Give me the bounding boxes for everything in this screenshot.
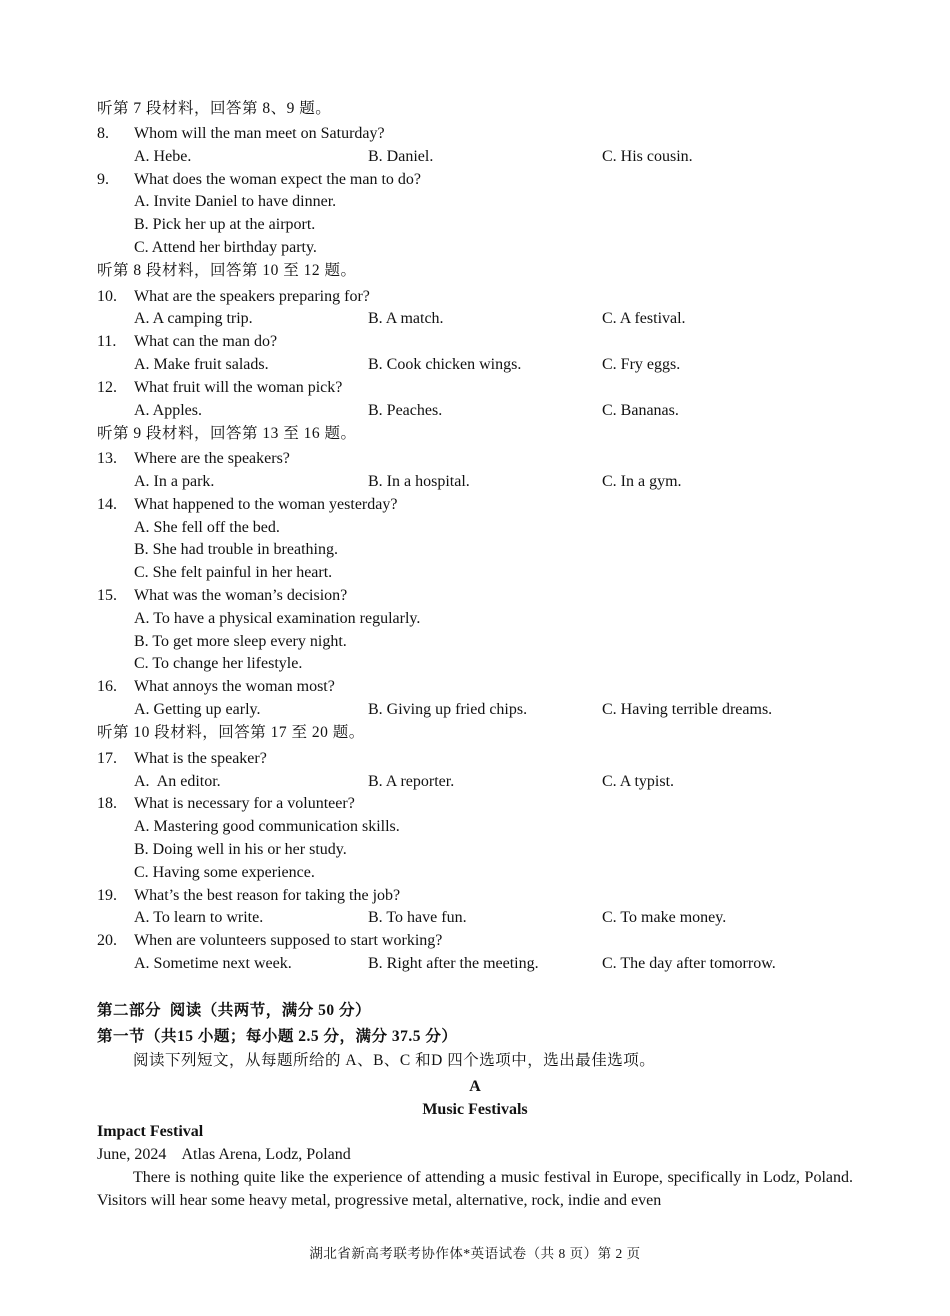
question: 10. What are the speakers preparing for? bbox=[97, 288, 370, 305]
section-header: 听第 10 段材料，回答第 17 至 20 题。 bbox=[97, 724, 365, 741]
option-c: C. A festival. bbox=[602, 310, 686, 327]
passage-title: Music Festivals bbox=[422, 1101, 528, 1118]
festival-title: Impact Festival bbox=[97, 1123, 204, 1140]
option-a: A. To learn to write. bbox=[134, 909, 264, 926]
option-a: A. A camping trip. bbox=[134, 310, 253, 327]
option-b: B. Pick her up at the airport. bbox=[134, 216, 316, 233]
question: 17. What is the speaker? bbox=[97, 750, 267, 767]
option-a: A. In a park. bbox=[134, 473, 215, 490]
option-b: B. Doing well in his or her study. bbox=[134, 841, 347, 858]
option-c: C. Fry eggs. bbox=[602, 356, 681, 373]
option-a: A. Mastering good communication skills. bbox=[134, 818, 400, 835]
option-b: B. A match. bbox=[368, 310, 444, 327]
page-footer: 湖北省新高考联考协作体*英语试卷（共 8 页）第 2 页 bbox=[309, 1246, 641, 1261]
part-title: 第二部分 阅读（共两节，满分 50 分） bbox=[97, 1002, 372, 1019]
option-c: C. The day after tomorrow. bbox=[602, 955, 776, 972]
option-c: C. A typist. bbox=[602, 773, 675, 790]
option-a: A. To have a physical examination regularly. bbox=[134, 610, 421, 627]
section-title: 第一节（共15 小题；每小题 2.5 分，满分 37.5 分） bbox=[97, 1028, 458, 1045]
option-c: C. Having some experience. bbox=[134, 864, 315, 881]
option-a: A. Sometime next week. bbox=[134, 955, 292, 972]
question: 16. What annoys the woman most? bbox=[97, 678, 335, 695]
passage-letter: A bbox=[469, 1078, 481, 1095]
option-c: C. She felt painful in her heart. bbox=[134, 564, 333, 581]
option-a: A. Apples. bbox=[134, 402, 202, 419]
question: 20. When are volunteers supposed to start working? bbox=[97, 932, 443, 949]
option-c: C. In a gym. bbox=[602, 473, 682, 490]
option-b: B. To get more sleep every night. bbox=[134, 633, 347, 650]
option-c: C. Bananas. bbox=[602, 402, 679, 419]
festival-meta: June, 2024 Atlas Arena, Lodz, Poland bbox=[97, 1146, 351, 1163]
instructions: 阅读下列短文，从每题所给的 A、B、C 和D 四个选项中，选出最佳选项。 bbox=[133, 1052, 656, 1069]
question: 13. Where are the speakers? bbox=[97, 450, 290, 467]
option-c: C. Attend her birthday party. bbox=[134, 239, 317, 256]
option-a: A. An editor. bbox=[134, 773, 221, 790]
question: 11. What can the man do? bbox=[97, 333, 278, 350]
option-c: C. To make money. bbox=[602, 909, 727, 926]
option-c: C. To change her lifestyle. bbox=[134, 655, 303, 672]
option-b: B. In a hospital. bbox=[368, 473, 470, 490]
section-header: 听第 9 段材料，回答第 13 至 16 题。 bbox=[97, 425, 357, 442]
section-header: 听第 7 段材料，回答第 8、9 题。 bbox=[97, 100, 332, 117]
question: 12. What fruit will the woman pick? bbox=[97, 379, 343, 396]
question: 19. What’s the best reason for taking the job? bbox=[97, 887, 401, 904]
festival-description: There is nothing quite like the experience of attending a music festival in Europe, specifically in Lodz, Poland. Visitors will hear some heavy metal, progressive metal, alternative, rock, indie and even bbox=[97, 1169, 853, 1209]
option-b: B. Daniel. bbox=[368, 148, 434, 165]
option-a: A. Hebe. bbox=[134, 148, 192, 165]
option-c: C. Having terrible dreams. bbox=[602, 701, 773, 718]
option-a: A. She fell off the bed. bbox=[134, 519, 280, 536]
option-a: A. Make fruit salads. bbox=[134, 356, 269, 373]
option-a: A. Getting up early. bbox=[134, 701, 261, 718]
question: 8. Whom will the man meet on Saturday? bbox=[97, 125, 385, 142]
option-b: B. Peaches. bbox=[368, 402, 443, 419]
section-header: 听第 8 段材料，回答第 10 至 12 题。 bbox=[97, 262, 357, 279]
option-a: A. Invite Daniel to have dinner. bbox=[134, 193, 337, 210]
question: 15. What was the woman’s decision? bbox=[97, 587, 348, 604]
option-b: B. Giving up fried chips. bbox=[368, 701, 528, 718]
question: 14. What happened to the woman yesterday? bbox=[97, 496, 398, 513]
option-b: B. Cook chicken wings. bbox=[368, 356, 522, 373]
question: 18. What is necessary for a volunteer? bbox=[97, 795, 355, 812]
question: 9. What does the woman expect the man to do? bbox=[97, 171, 422, 188]
option-b: B. Right after the meeting. bbox=[368, 955, 539, 972]
option-b: B. A reporter. bbox=[368, 773, 455, 790]
option-b: B. She had trouble in breathing. bbox=[134, 541, 338, 558]
option-b: B. To have fun. bbox=[368, 909, 467, 926]
option-c: C. His cousin. bbox=[602, 148, 693, 165]
